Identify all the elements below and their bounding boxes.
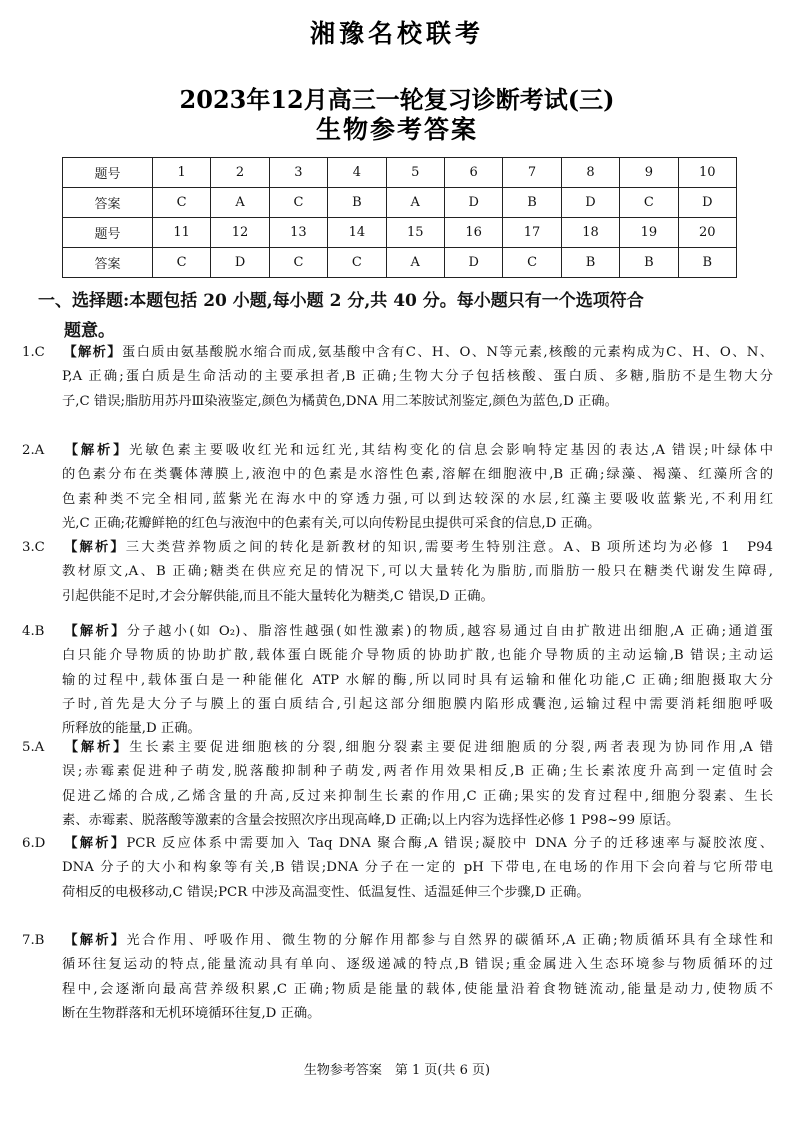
explanation-line [22,736,773,760]
question-answer: 7.B [22,933,45,948]
explanation-line [22,620,773,644]
explanation-text: PCR 反应体系中需要加入 Taq DNA 聚合酶,A 错误;凝胶中 DNA 分子的迁移速率与凝胶浓度、 [126,836,773,851]
explanation-item [22,929,773,1026]
table-cell: B [678,248,736,278]
explanation-text: 蛋白质由氨基酸脱水缩合而成,氨基酸中含有C、H、O、N等元素,核酸的元素构成为C、H、O、N、 [121,345,773,360]
row-header-cell: 题号 [63,158,153,188]
table-cell: B [328,188,386,218]
explanation-line: 促进乙烯的合成,乙烯含量的升高,反过来抑制生长素的作用,C 正确;果实的发育过程中,细胞分裂素、生长 [62,788,773,804]
row-header-cell: 答案 [63,188,153,218]
analysis-label: 【解析】 [62,540,126,555]
explanation-text: 生长素主要促进细胞核的分裂,细胞分裂素主要促进细胞质的分裂,两者表现为协同作用,A 错 [129,740,773,755]
table-cell: 5 [386,158,444,188]
table-cell: 15 [386,218,444,248]
table-cell: D [444,188,502,218]
exam-title: 2023年12月高三一轮复习诊断考试(三) [179,85,615,114]
answer-table [62,157,737,278]
table-cell: B [503,188,561,218]
question-answer: 2.A [22,443,45,458]
table-cell: 17 [503,218,561,248]
explanation-item [22,736,773,833]
table-cell: 16 [444,218,502,248]
explanation-line: 色素种类不完全相同,蓝紫光在海水中的穿透力强,可以到达较深的水层,红藻主要吸收蓝紫光,不利用红 [62,491,773,507]
table-cell: A [386,188,444,218]
question-answer: 4.B [22,624,45,639]
table-cell: 20 [678,218,736,248]
explanation-line: 断在生物群落和无机环境循环往复,D 正确。 [62,1005,321,1021]
table-cell: D [678,188,736,218]
answer-key-title: 生物参考答案 [315,115,478,144]
explanation-line: 白只能介导物质的协助扩散,载体蛋白既能介导物质的协助扩散,也能介导物质的主动运输,B 错误;主动运 [62,648,773,664]
row-header-cell: 题号 [63,218,153,248]
table-cell: D [211,248,269,278]
table-cell: 8 [561,158,619,188]
question-answer: 5.A [22,740,45,755]
explanation-line: 教材原文,A、B 正确;糖类在供应充足的情况下,可以大量转化为脂肪,而脂肪一般只在糖类代谢发生障碍, [62,564,773,580]
explanation-line [22,341,773,365]
table-cell: A [386,248,444,278]
explanation-line: 荷相反的电极移动,C 错误;PCR 中涉及高温变性、低温复性、适温延伸三个步骤,D 正确。 [62,884,590,900]
table-cell: 19 [620,218,678,248]
analysis-label: 【解析】 [62,740,130,755]
table-cell: C [152,188,210,218]
table-cell: 1 [152,158,210,188]
question-answer: 3.C [22,540,45,555]
analysis-label: 【解析】 [62,345,122,360]
table-cell: C [328,248,386,278]
table-cell: 6 [444,158,502,188]
explanation-line [22,439,773,463]
table-cell: A [211,188,269,218]
table-cell: C [269,188,327,218]
table-cell: 7 [503,158,561,188]
explanation-text: 光敏色素主要吸收红光和远红光,其结构变化的信息会影响特定基因的表达,A 错误;叶绿体中 [129,443,773,458]
page-footer: 生物参考答案 第 1 页(共 6 页) [303,1063,491,1078]
explanation-item [22,439,773,536]
table-cell: 3 [269,158,327,188]
table-cell: 4 [328,158,386,188]
table-cell: 12 [211,218,269,248]
explanation-text: 分子越小(如 O₂)、脂溶性越强(如性激素)的物质,越容易通过自由扩散进出细胞,A 正确;通道蛋 [126,624,773,639]
section-heading-line: 题意。 [64,321,115,341]
section-heading [38,286,764,346]
table-cell: 13 [269,218,327,248]
explanation-line: 输的过程中,载体蛋白是一种能催化 ATP 水解的酶,所以同时具有运输和催化功能,C 正确;细胞摄取大分 [62,672,773,688]
table-cell: B [561,248,619,278]
table-cell: C [269,248,327,278]
explanation-item [22,536,773,609]
explanation-line [22,536,773,560]
explanation-line [22,832,773,856]
explanation-line [22,929,773,953]
answer-row [63,188,737,218]
explanation-line: 光,C 正确;花瓣鲜艳的红色与液泡中的色素有关,可以向传粉昆虫提供可采食的信息,D 正确。 [62,515,601,531]
table-cell: B [620,248,678,278]
explanation-line: 的色素分布在类囊体薄膜上,液泡中的色素是水溶性色素,溶解在细胞液中,B 正确;绿藻、褐藻、红藻所含的 [62,467,773,483]
explanation-line: 素、赤霉素、脱落酸等激素的含量会按照次序出现高峰,D 正确;以上内容为选择性必修 1 P98~99 原话。 [62,812,680,828]
table-cell: 9 [620,158,678,188]
answer-row [63,248,737,278]
row-header-cell: 答案 [63,248,153,278]
explanation-text: 三大类营养物质之间的转化是新教材的知识,需要考生特别注意。A、B 项所述均为必修 1 P94 [125,540,773,555]
table-cell: 10 [678,158,736,188]
table-cell: 11 [152,218,210,248]
table-cell: D [561,188,619,218]
explanation-item [22,620,773,741]
explanation-line: 程中,会逐渐向最高营养级积累,C 正确;物质是能量的载体,使能量沿着食物链流动,能量是动力,使物质不 [62,981,773,997]
question-answer: 6.D [22,836,46,851]
table-cell: 2 [211,158,269,188]
exam-org-title: 湘豫名校联考 [309,19,484,48]
explanation-line: DNA 分子的大小和构象等有关,B 错误;DNA 分子在一定的 pH 下带电,在电场的作用下会向着与它所带电 [62,860,773,876]
explanation-text: 光合作用、呼吸作用、微生物的分解作用都参与自然界的碳循环,A 正确;物质循环具有全球性和 [126,933,773,948]
explanation-item [22,832,773,905]
analysis-label: 【解析】 [62,443,130,458]
analysis-label: 【解析】 [62,624,127,639]
table-cell: D [444,248,502,278]
question-answer: 1.C [22,345,45,360]
explanation-line: 引起供能不足时,才会分解供能,而且不能大量转化为糖类,C 错误,D 正确。 [62,588,494,604]
table-cell: 14 [328,218,386,248]
table-cell: C [152,248,210,278]
question-number-row [63,218,737,248]
explanation-line: 子,C 错误;脂肪用苏丹Ⅲ染液鉴定,颜色为橘黄色,DNA 用二苯胺试剂鉴定,颜色为蓝色,D 正确。 [62,393,618,409]
table-cell: 18 [561,218,619,248]
explanation-line: 子时,首先是大分子与膜上的蛋白质结合,引起这部分细胞膜内陷形成囊泡,运输过程中需要消耗细胞呼吸 [62,696,773,712]
section-heading-line: 一、选择题:本题包括 20 小题,每小题 2 分,共 40 分。每小题只有一个选项符合 [38,291,644,311]
table-cell: C [620,188,678,218]
explanation-item [22,341,773,414]
table-cell: C [503,248,561,278]
explanation-line: P,A 正确;蛋白质是生命活动的主要承担者,B 正确;生物大分子包括核酸、蛋白质、多糖,脂肪不是生物大分 [62,369,773,385]
explanation-line: 循环往复运动的特点,能量流动具有单向、逐级递减的特点,B 错误;重金属进入生态环境参与物质循环的过 [62,957,773,973]
question-number-row [63,158,737,188]
analysis-label: 【解析】 [62,933,127,948]
analysis-label: 【解析】 [62,836,127,851]
explanation-line: 所释放的能量,D 正确。 [62,721,201,737]
explanation-line: 误;赤霉素促进种子萌发,脱落酸抑制种子萌发,两者作用效果相反,B 正确;生长素浓度升高到一定值时会 [62,764,773,780]
